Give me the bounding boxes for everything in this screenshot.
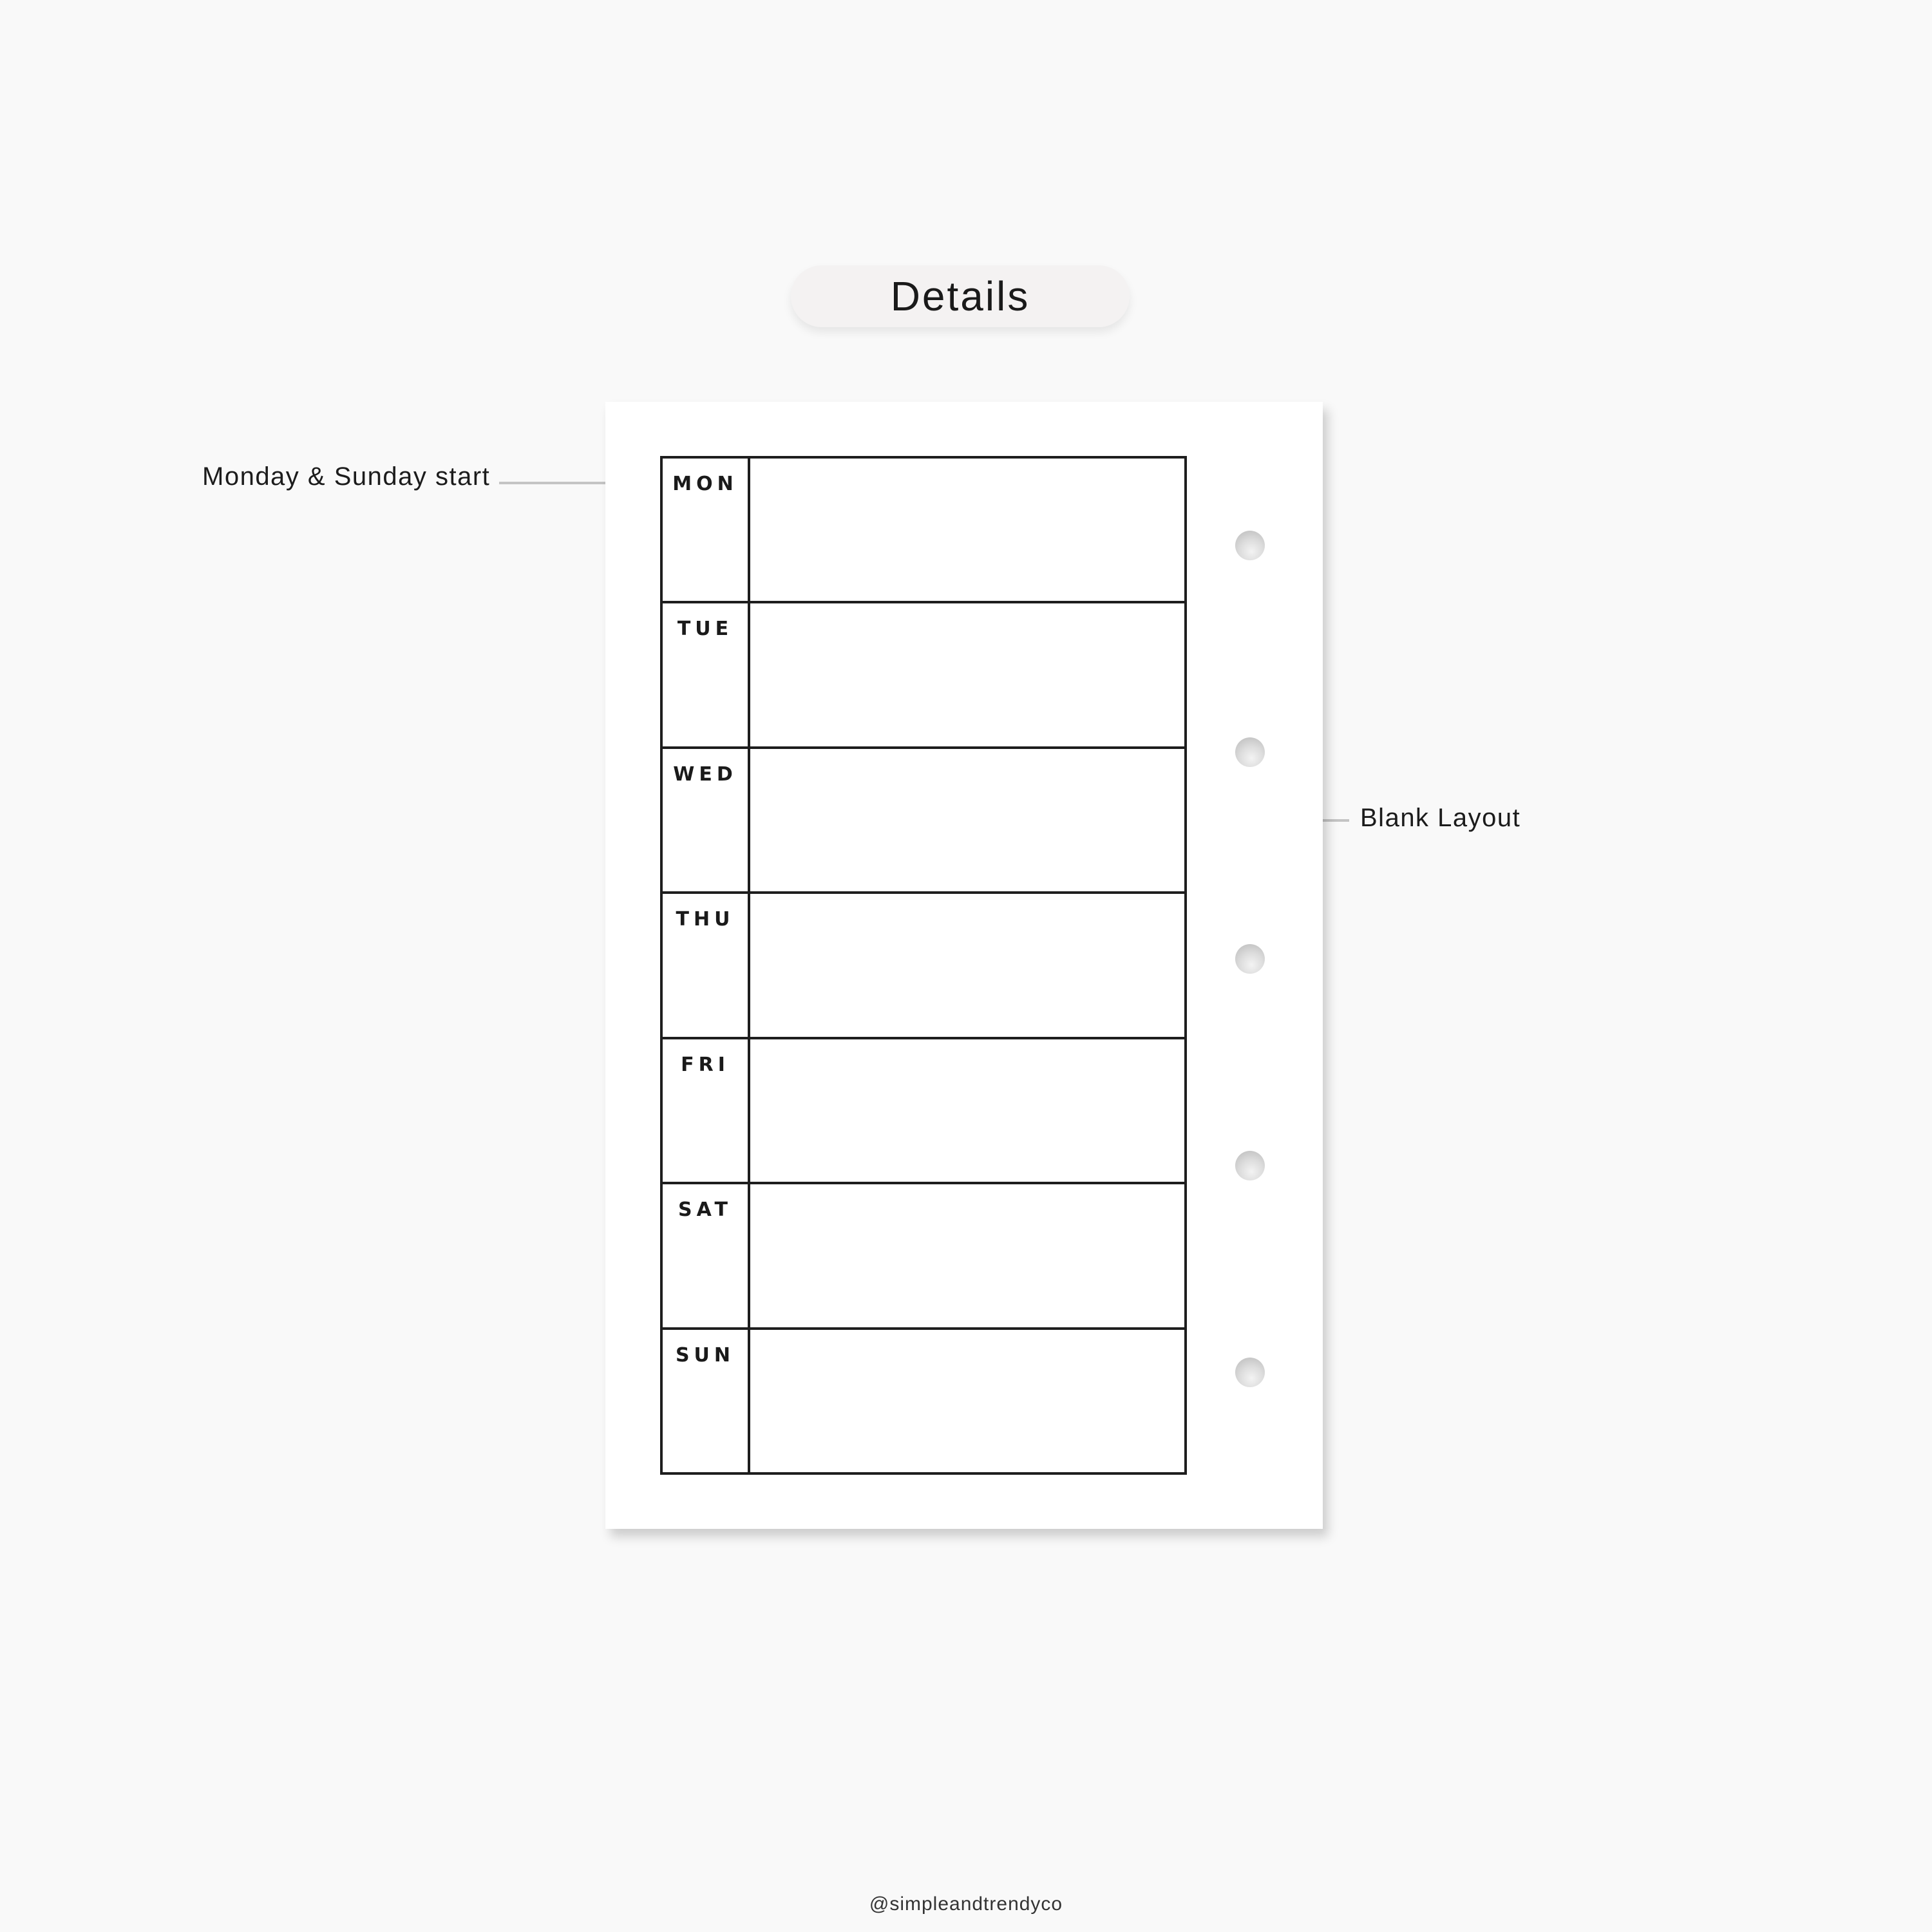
day-writing-space-tue bbox=[750, 603, 1184, 746]
day-label-cell bbox=[663, 1330, 750, 1472]
weekly-planner-grid bbox=[660, 456, 1187, 1475]
binder-hole-icon bbox=[1235, 1151, 1265, 1180]
day-label-sun: SUN bbox=[675, 1343, 735, 1367]
day-label-thu: THU bbox=[676, 908, 735, 931]
binder-hole-icon bbox=[1235, 531, 1265, 560]
day-writing-space-thu bbox=[750, 894, 1184, 1036]
title-pill bbox=[791, 265, 1130, 327]
day-label-tue: TUE bbox=[677, 618, 734, 641]
day-row-fri bbox=[663, 1039, 1184, 1184]
callout-right-text: Blank Layout bbox=[1360, 804, 1521, 832]
day-label-wed: WED bbox=[673, 762, 737, 786]
callout-left-text: Monday & Sunday start bbox=[202, 462, 491, 491]
day-writing-space-fri bbox=[750, 1039, 1184, 1182]
day-row-sat bbox=[663, 1184, 1184, 1329]
day-label-cell bbox=[663, 1039, 750, 1182]
page-title: Details bbox=[890, 273, 1030, 319]
day-label-cell bbox=[663, 459, 750, 601]
planner-sheet bbox=[605, 402, 1323, 1529]
brand-handle: @simpleandtrendyco bbox=[869, 1893, 1063, 1915]
day-row-wed bbox=[663, 749, 1184, 894]
day-label-cell bbox=[663, 894, 750, 1036]
day-label-cell bbox=[663, 1184, 750, 1327]
day-label-mon: MON bbox=[672, 473, 738, 495]
day-row-mon bbox=[663, 459, 1184, 603]
day-row-tue bbox=[663, 603, 1184, 748]
day-label-fri: FRI bbox=[681, 1053, 730, 1076]
day-writing-space-wed bbox=[750, 749, 1184, 891]
day-row-thu bbox=[663, 894, 1184, 1039]
day-writing-space-mon bbox=[750, 459, 1184, 601]
day-label-sat: SAT bbox=[678, 1198, 732, 1222]
day-writing-space-sun bbox=[750, 1330, 1184, 1472]
day-label-cell bbox=[663, 603, 750, 746]
day-row-sun bbox=[663, 1330, 1184, 1472]
binder-hole-icon bbox=[1235, 1358, 1265, 1387]
binder-hole-icon bbox=[1235, 737, 1265, 767]
day-writing-space-sat bbox=[750, 1184, 1184, 1327]
day-label-cell bbox=[663, 749, 750, 891]
binder-hole-icon bbox=[1235, 944, 1265, 974]
